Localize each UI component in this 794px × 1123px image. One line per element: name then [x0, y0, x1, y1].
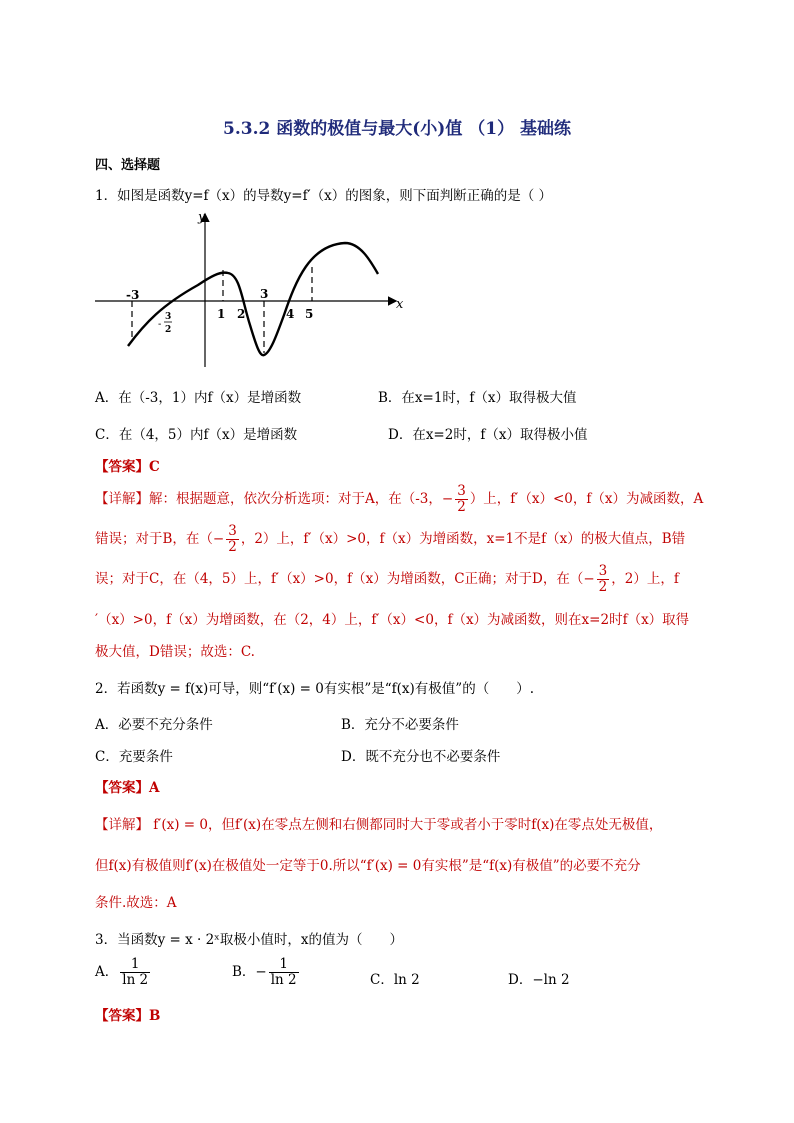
tick-label-4: 4 — [286, 307, 295, 321]
q1-option-b: B．在x=1时，f（x）取得极大值 — [378, 390, 577, 406]
y-axis-label: y — [198, 210, 206, 225]
tick-label-neg3: -3 — [126, 288, 140, 302]
q1-explain-line-2: 错误；对于B，在（− $\frac{3}{2}$ ，2）上，f′（x）>0，f（x）为增函数，x=1不是f（x）的极大值点，B错 — [95, 523, 686, 555]
q2-option-c: C．充要条件 — [95, 749, 173, 765]
q1-option-d: D．在x=2时，f（x）取得极小值 — [388, 427, 588, 443]
q1-answer: 【答案】C — [95, 459, 160, 475]
q3-option-b: B．− $\frac{1}{\ln 2}$ — [232, 956, 297, 988]
tick-label-3: 3 — [260, 287, 269, 301]
q2-option-b: B．充分不必要条件 — [341, 717, 459, 733]
tick-label-neg-sign: - — [158, 319, 162, 330]
q1-derivative-graph — [90, 205, 410, 375]
q2-stem: 2．若函数y = f(x)可导，则“f′(x) = 0有实根”是“f(x)有极值”的（ ）. — [95, 681, 534, 697]
q3-answer: 【答案】B — [95, 1008, 161, 1024]
tick-label-frac-den: 2 — [165, 325, 172, 335]
tick-label-frac-num: 3 — [165, 312, 172, 322]
q1-option-a: A．在（-3，1）内f（x）是增函数 — [95, 390, 302, 406]
q1-stem: 1．如图是函数y=f（x）的导数y=f′（x）的图象，则下面判断正确的是（ ） — [95, 188, 553, 204]
derivative-curve — [128, 243, 378, 355]
q1-option-c: C．在（4，5）内f（x）是增函数 — [95, 427, 298, 443]
q2-option-d: D．既不充分也不必要条件 — [341, 749, 501, 765]
q2-explain-line-3: 条件.故选：A — [95, 895, 177, 911]
q1-explain-line-4: ′（x）>0，f（x）为增函数，在（2，4）上，f′（x）<0，f（x）为减函数，则在x=2时f（x）取得 — [95, 612, 690, 628]
q1-explain-line-5: 极大值，D错误；故选：C. — [95, 644, 255, 660]
q2-explain-line-2: 但f(x)有极值则f′(x)在极值处一定等于0.所以“f′(x) = 0有实根”是“f(x)有极值”的必要不充分 — [95, 858, 641, 874]
q2-answer: 【答案】A — [95, 780, 160, 796]
q3-stem: 3．当函数y = x · 2ˣ取极小值时，x的值为（ ） — [95, 932, 404, 948]
tick-label-1: 1 — [217, 307, 226, 321]
q1-explain-line-1: 【详解】解：根据题意，依次分析选项：对于A，在（-3，− $\frac{3}{2}$ ）上，f′（x）<0，f（x）为减函数，A — [95, 483, 704, 515]
section-heading: 四、选择题 — [95, 158, 161, 173]
q2-option-a: A．必要不充分条件 — [95, 717, 213, 733]
q3-option-d: D．−ln 2 — [508, 972, 570, 988]
q3-option-a: A． $\frac{1}{\ln 2}$ — [95, 956, 149, 988]
page-title: 5.3.2 函数的极值与最大(小)值 （1） 基础练 — [223, 119, 571, 139]
q3-option-c: C．ln 2 — [370, 972, 420, 988]
q1-explain-line-3: 误；对于C，在（4，5）上，f′（x）>0，f（x）为增函数，C正确；对于D，在（− $\frac{3}{2}$ ，2）上，f — [95, 563, 679, 595]
x-axis-label: x — [396, 297, 404, 312]
tick-label-2: 2 — [237, 307, 246, 321]
tick-label-5: 5 — [305, 307, 314, 321]
q2-explain-line-1: 【详解】 f′(x) = 0，但f′(x)在零点左侧和右侧都同时大于零或者小于零时f(x)在零点处无极值， — [95, 817, 663, 833]
